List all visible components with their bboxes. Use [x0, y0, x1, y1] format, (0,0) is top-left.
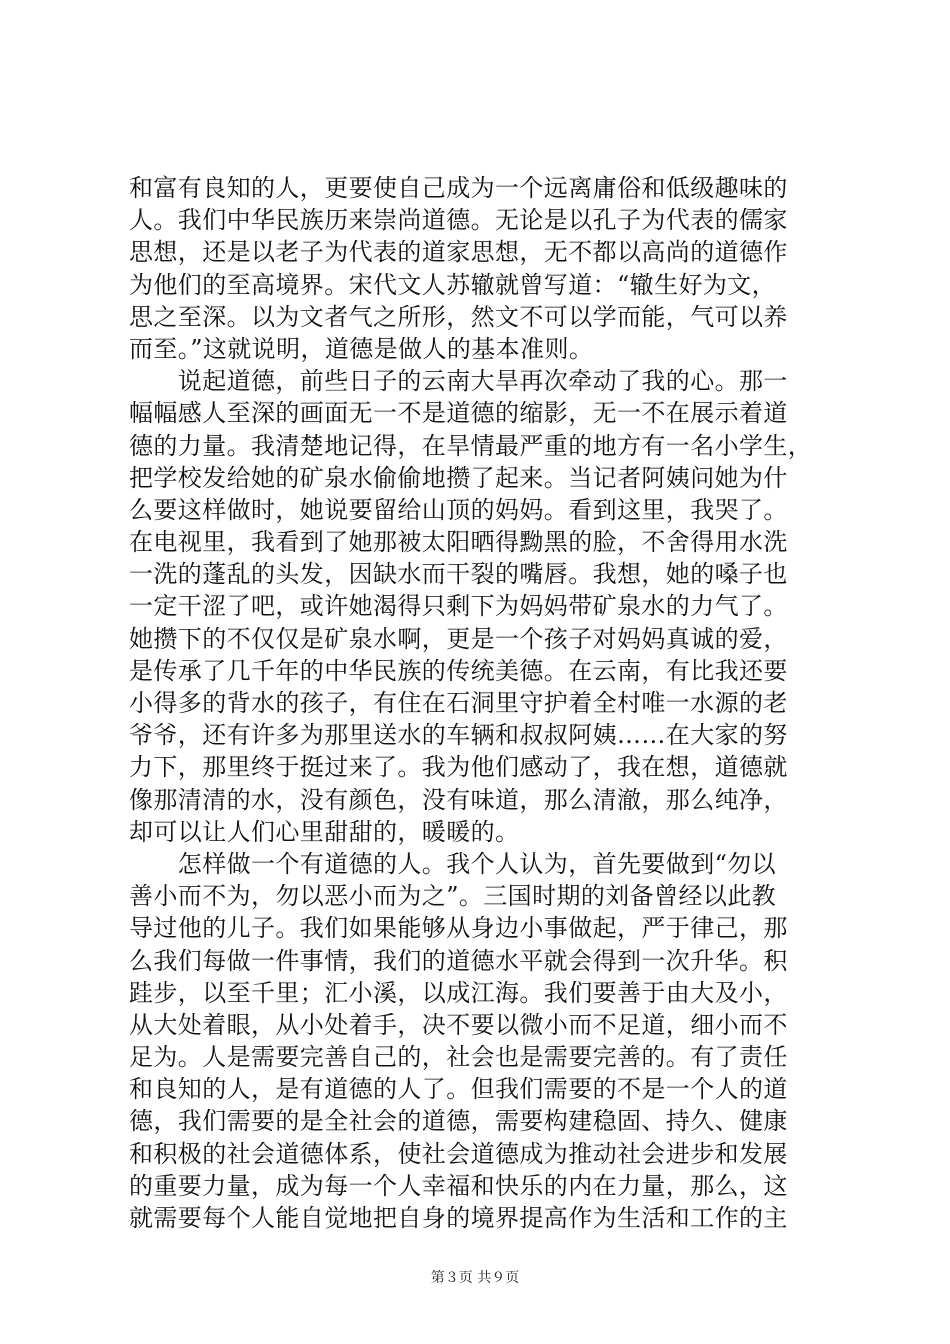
- text-line: 小得多的背水的孩子，有住在石洞里守护着全村唯一水源的老: [129, 689, 788, 717]
- text-line: 的重要力量，成为每一个人幸福和快乐的内在力量，那么，这: [129, 1171, 788, 1200]
- text-line: 力下，那里终于挺过来了。我为他们感动了，我在想，道德就: [129, 753, 788, 782]
- body-text: [129, 172, 829, 1234]
- text-line: 把学校发给她的矿泉水偷偷地攒了起来。当记者阿姨问她为什: [129, 463, 788, 492]
- page-number-footer: 第３页 共９页: [430, 1270, 520, 1286]
- text-line: 思之至深。以为文者气之所形，然文不可以学而能，气可以养: [129, 302, 788, 331]
- text-line: 一洗的蓬乱的头发，因缺水而干裂的嘴唇。我想，她的嗓子也: [129, 560, 788, 589]
- text-line: 善小而不为，勿以恶小而为之”。三国时期的刘备曾经以此教: [129, 882, 777, 911]
- text-line: 人。我们中华民族历来崇尚道德。无论是以孔子为代表的儒家: [129, 206, 788, 235]
- text-line: 就需要每个人能自觉地把自身的境界提高作为生活和工作的主: [129, 1204, 788, 1232]
- text-line: 导过他的儿子。我们如果能够从身边小事做起，严于律己，那: [129, 914, 788, 943]
- text-line: 和富有良知的人，更要使自己成为一个远离庸俗和低级趣味的: [129, 174, 788, 202]
- text-line: 像那清清的水，没有颜色，没有味道，那么清澈，那么纯净，: [129, 785, 788, 814]
- text-line: 德的力量。我清楚地记得，在旱情最严重的地方有一名小学生，: [129, 431, 813, 460]
- text-line: 跬步，以至千里；汇小溪，以成江海。我们要善于由大及小，: [129, 978, 788, 1007]
- text-line: 么要这样做时，她说要留给山顶的妈妈。看到这里，我哭了。: [129, 495, 788, 524]
- text-line: 为他们的至高境界。宋代文人苏辙就曾写道：“辙生好为文，: [129, 270, 777, 299]
- text-line: 思想，还是以老子为代表的道家思想，无不都以高尚的道德作: [129, 238, 788, 267]
- text-line: 在电视里，我看到了她那被太阳晒得黝黑的脸，不舍得用水洗: [129, 528, 788, 557]
- text-line: 怎样做一个有道德的人。我个人认为，首先要做到“勿以: [129, 849, 777, 878]
- text-line: 一定干涩了吧，或许她渴得只剩下为妈妈带矿泉水的力气了。: [129, 592, 788, 621]
- text-line: 她攒下的不仅仅是矿泉水啊，更是一个孩子对妈妈真诚的爱，: [129, 624, 788, 653]
- text-line: 爷爷，还有许多为那里送水的车辆和叔叔阿姨……在大家的努: [129, 721, 788, 750]
- text-line: 足为。人是需要完善自己的，社会也是需要完善的。有了责任: [129, 1043, 788, 1072]
- text-line: 从大处着眼，从小处着手，决不要以微小而不足道，细小而不: [129, 1010, 788, 1039]
- text-line: 幅幅感人至深的画面无一不是道德的缩影，无一不在展示着道: [129, 399, 788, 428]
- text-line: 而至。”这就说明，道德是做人的基本准则。: [129, 334, 594, 363]
- text-line: 么我们每做一件事情，我们的道德水平就会得到一次升华。积: [129, 946, 788, 975]
- text-line: 和积极的社会道德体系，使社会道德成为推动社会进步和发展: [129, 1139, 788, 1168]
- text-line: 却可以让人们心里甜甜的，暖暖的。: [129, 817, 520, 846]
- text-line: 是传承了几千年的中华民族的传统美德。在云南，有比我还要: [129, 656, 788, 685]
- text-line: 说起道德，前些日子的云南大旱再次牵动了我的心。那一: [129, 367, 788, 396]
- text-line: 德，我们需要的是全社会的道德，需要构建稳固、持久、健康: [129, 1107, 788, 1136]
- text-line: 和良知的人，是有道德的人了。但我们需要的不是一个人的道: [129, 1075, 788, 1104]
